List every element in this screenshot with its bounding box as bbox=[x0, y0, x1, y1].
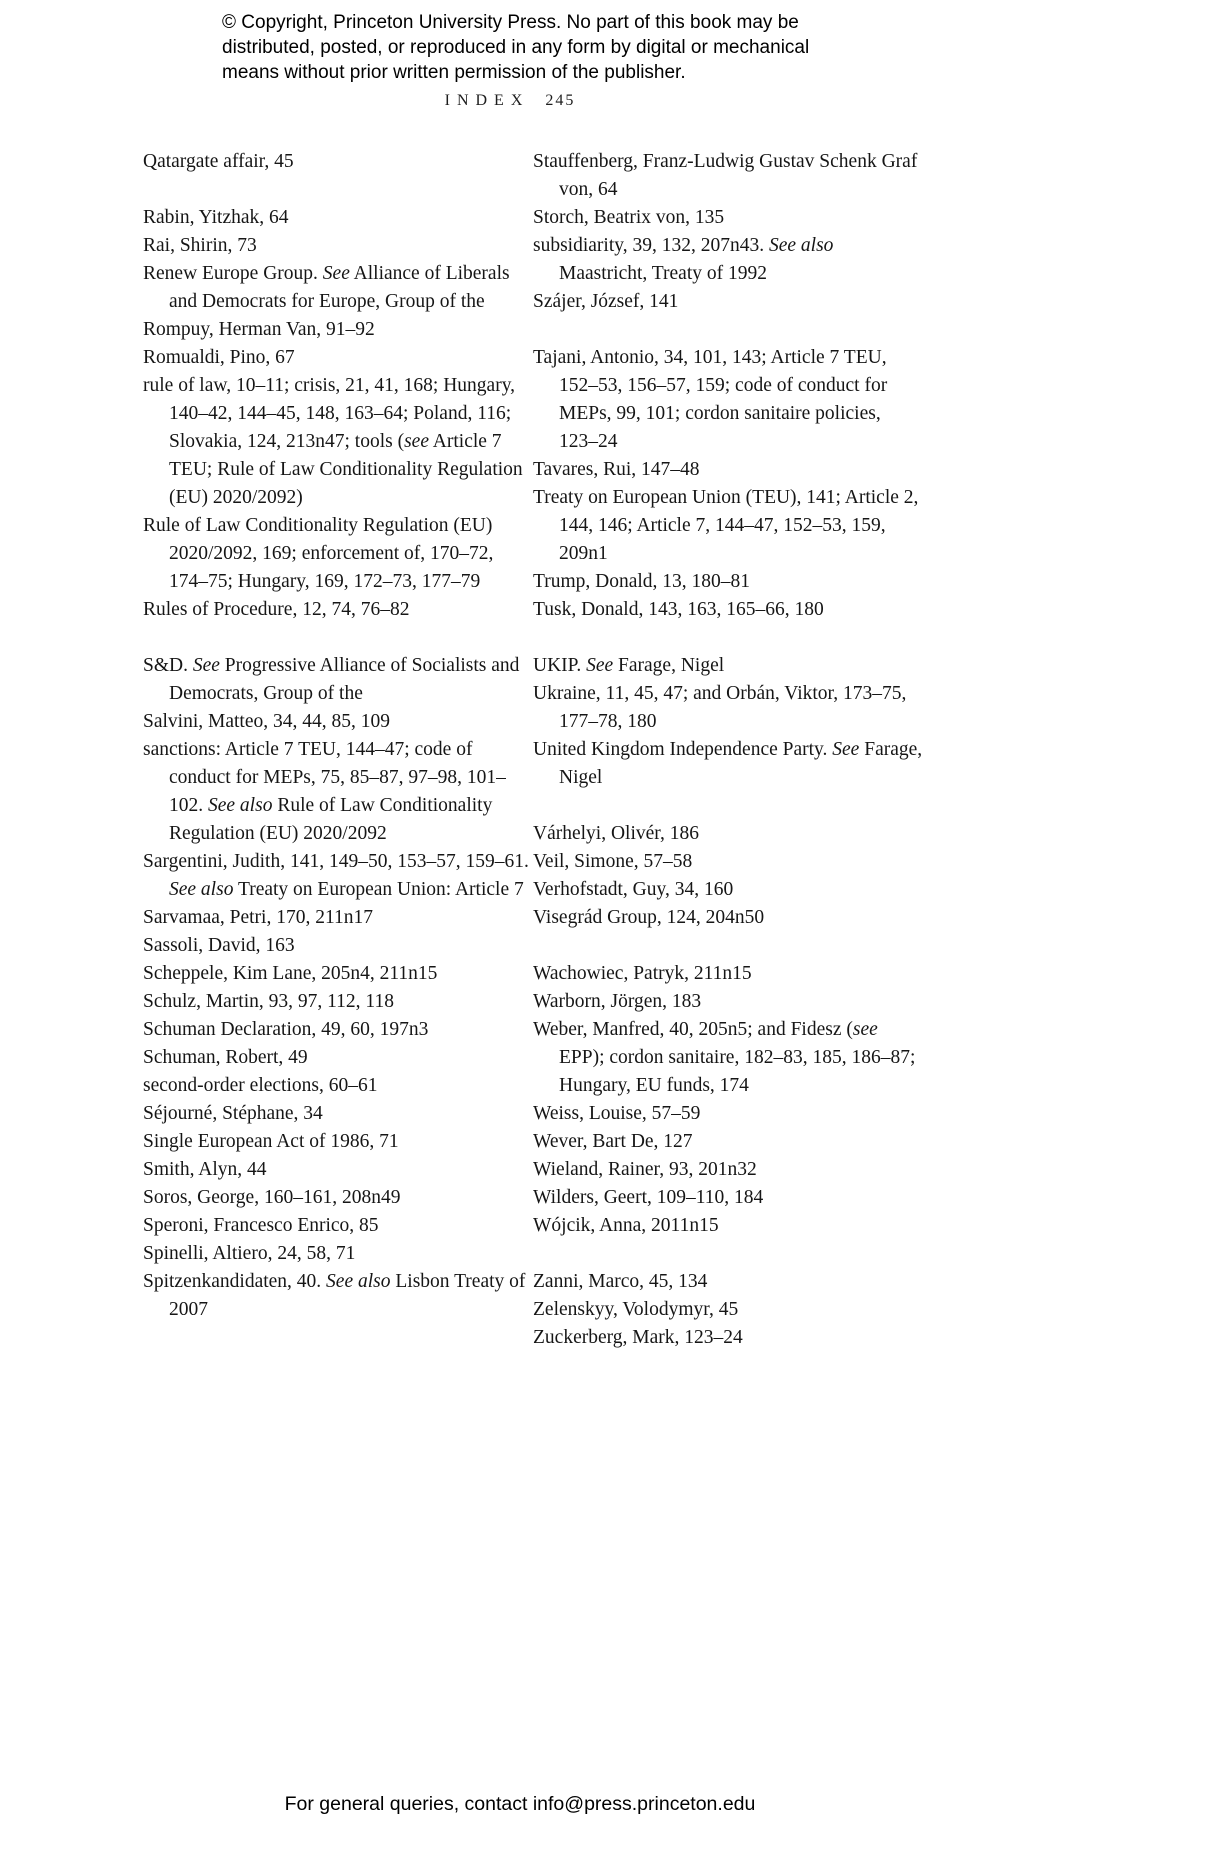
index-group bbox=[143, 652, 533, 1324]
entry-text: Weiss, Louise, 57–59 bbox=[533, 1103, 701, 1124]
index-entry bbox=[533, 344, 923, 456]
index-entry bbox=[143, 736, 533, 848]
cross-reference: See also bbox=[169, 879, 234, 900]
entry-text: Spitzenkandidaten, 40. bbox=[143, 1271, 327, 1292]
index-entry bbox=[143, 372, 533, 512]
index-heading: INDEX bbox=[444, 92, 530, 109]
index-entry bbox=[533, 680, 923, 736]
entry-text: Rules of Procedure, 12, 74, 76–82 bbox=[143, 599, 410, 620]
cross-reference: See bbox=[322, 263, 350, 284]
index-entry bbox=[533, 1184, 923, 1212]
entry-text: Sargentini, Judith, 141, 149–50, 153–57, 159–61. bbox=[143, 851, 529, 872]
index-entry bbox=[143, 1268, 533, 1324]
copyright-notice: © Copyright, Princeton University Press. No part of this book may be distributed, posted, or reproduced in any form by digital or mechanical means without prior written permission of the publisher. bbox=[222, 12, 810, 83]
entry-text: Zanni, Marco, 45, 134 bbox=[533, 1271, 708, 1292]
index-entry bbox=[143, 708, 533, 736]
cross-reference: See also bbox=[208, 795, 273, 816]
entry-text: Alliance of Liberals and Democrats for Europe, Group of the bbox=[169, 263, 510, 312]
entry-text: Schulz, Martin, 93, 97, 112, 118 bbox=[143, 991, 394, 1012]
index-group bbox=[143, 148, 533, 176]
index-entry bbox=[143, 1128, 533, 1156]
index-column-left bbox=[143, 148, 533, 1352]
footer-query-note: For general queries, contact info@press.princeton.edu bbox=[284, 1793, 756, 1815]
index-entry bbox=[533, 204, 923, 232]
entry-text: Rai, Shirin, 73 bbox=[143, 235, 257, 256]
entry-text: second-order elections, 60–61 bbox=[143, 1075, 378, 1096]
index-entry bbox=[533, 568, 923, 596]
entry-text: Rompuy, Herman Van, 91–92 bbox=[143, 319, 375, 340]
index-entry bbox=[143, 1240, 533, 1268]
index-entry bbox=[143, 512, 533, 596]
index-entry bbox=[143, 932, 533, 960]
entry-text: Salvini, Matteo, 34, 44, 85, 109 bbox=[143, 711, 390, 732]
entry-text: Smith, Alyn, 44 bbox=[143, 1159, 267, 1180]
index-entry bbox=[533, 652, 923, 680]
index-entry bbox=[143, 204, 533, 232]
index-entry bbox=[143, 232, 533, 260]
entry-text: sanctions: Article 7 TEU, 144–47; code of conduct for MEPs, 75, 85–87, 97–98, 101–102. bbox=[143, 739, 506, 816]
cross-reference: See bbox=[192, 655, 220, 676]
index-entry bbox=[143, 988, 533, 1016]
index-entry bbox=[533, 1156, 923, 1184]
cross-reference: See also bbox=[326, 1271, 391, 1292]
index-entry bbox=[143, 1212, 533, 1240]
index-columns bbox=[143, 148, 923, 1352]
index-entry bbox=[533, 1296, 923, 1324]
entry-text: Várhelyi, Olivér, 186 bbox=[533, 823, 700, 844]
entry-text: rule of law, 10–11; crisis, 21, 41, 168; Hungary, 140–42, 144–45, 148, 163–64; Poland, 116; Slovakia, 124, 213n47; tools ( bbox=[143, 375, 516, 452]
entry-text: Tajani, Antonio, 34, 101, 143; Article 7 TEU, 152–53, 156–57, 159; code of conduct for MEPs, 99, 101; cordon sanitaire policies, 123–24 bbox=[533, 347, 888, 452]
entry-text: Warborn, Jörgen, 183 bbox=[533, 991, 702, 1012]
index-entry bbox=[143, 260, 533, 316]
entry-text: Veil, Simone, 57–58 bbox=[533, 851, 693, 872]
entry-text: Stauffenberg, Franz-Ludwig Gustav Schenk Graf von, 64 bbox=[533, 151, 918, 200]
cross-reference: see bbox=[404, 431, 429, 452]
entry-text: EPP); cordon sanitaire, 182–83, 185, 186–87; Hungary, EU funds, 174 bbox=[559, 1047, 916, 1096]
entry-text: Qatargate affair, 45 bbox=[143, 151, 294, 172]
index-entry bbox=[533, 904, 923, 932]
entry-text: Speroni, Francesco Enrico, 85 bbox=[143, 1215, 379, 1236]
entry-text: Schuman, Robert, 49 bbox=[143, 1047, 308, 1068]
index-entry bbox=[533, 596, 923, 624]
index-entry bbox=[143, 1100, 533, 1128]
page-number: 245 bbox=[545, 92, 576, 109]
index-entry bbox=[533, 232, 923, 288]
index-group bbox=[533, 344, 923, 624]
index-entry bbox=[533, 988, 923, 1016]
index-entry bbox=[143, 848, 533, 904]
index-entry bbox=[143, 148, 533, 176]
entry-text: S&D. bbox=[143, 655, 193, 676]
index-entry bbox=[533, 736, 923, 792]
entry-text: Soros, George, 160–161, 208n49 bbox=[143, 1187, 401, 1208]
index-entry bbox=[143, 1156, 533, 1184]
entry-text: Farage, Nigel bbox=[559, 739, 923, 788]
entry-text: Rule of Law Conditionality Regulation (EU) 2020/2092 bbox=[169, 795, 493, 844]
index-entry bbox=[533, 848, 923, 876]
cross-reference: see bbox=[852, 1019, 878, 1040]
entry-text: Verhofstadt, Guy, 34, 160 bbox=[533, 879, 734, 900]
index-entry bbox=[143, 1072, 533, 1100]
entry-text: United Kingdom Independence Party. bbox=[533, 739, 833, 760]
index-entry bbox=[533, 876, 923, 904]
entry-text: Spinelli, Altiero, 24, 58, 71 bbox=[143, 1243, 356, 1264]
entry-text: Maastricht, Treaty of 1992 bbox=[559, 263, 767, 284]
entry-text: Wilders, Geert, 109–110, 184 bbox=[533, 1187, 764, 1208]
entry-text: Sarvamaa, Petri, 170, 211n17 bbox=[143, 907, 373, 928]
index-entry bbox=[533, 1324, 923, 1352]
index-entry bbox=[533, 820, 923, 848]
entry-text: Rabin, Yitzhak, 64 bbox=[143, 207, 289, 228]
index-entry bbox=[143, 1016, 533, 1044]
index-entry bbox=[533, 484, 923, 568]
entry-text: Article 7 TEU; Rule of Law Conditionality Regulation (EU) 2020/2092) bbox=[169, 431, 523, 508]
entry-text: Zelenskyy, Volodymyr, 45 bbox=[533, 1299, 739, 1320]
entry-text: Séjourné, Stéphane, 34 bbox=[143, 1103, 323, 1124]
entry-text: Tusk, Donald, 143, 163, 165–66, 180 bbox=[533, 599, 824, 620]
index-entry bbox=[533, 1016, 923, 1100]
entry-text: Scheppele, Kim Lane, 205n4, 211n15 bbox=[143, 963, 438, 984]
entry-text: Wójcik, Anna, 2011n15 bbox=[533, 1215, 719, 1236]
entry-text: Ukraine, 11, 45, 47; and Orbán, Viktor, 173–75, 177–78, 180 bbox=[533, 683, 907, 732]
index-entry bbox=[533, 288, 923, 316]
entry-text: Sassoli, David, 163 bbox=[143, 935, 295, 956]
entry-text: Farage, Nigel bbox=[613, 655, 725, 676]
index-group bbox=[533, 652, 923, 792]
entry-text: Rule of Law Conditionality Regulation (EU) 2020/2092, 169; enforcement of, 170–72, 174–75; Hungary, 169, 172–73, 177–79 bbox=[143, 515, 494, 592]
index-entry bbox=[143, 596, 533, 624]
entry-text: Romualdi, Pino, 67 bbox=[143, 347, 295, 368]
cross-reference: See bbox=[832, 739, 860, 760]
index-entry bbox=[143, 960, 533, 988]
entry-text: UKIP. bbox=[533, 655, 587, 676]
entry-text: Treaty on European Union: Article 7 bbox=[233, 879, 524, 900]
index-group bbox=[533, 960, 923, 1240]
running-head bbox=[0, 92, 1020, 110]
entry-text: Progressive Alliance of Socialists and Democrats, Group of the bbox=[169, 655, 520, 704]
index-group bbox=[533, 148, 923, 316]
entry-text: Storch, Beatrix von, 135 bbox=[533, 207, 725, 228]
entry-text: Trump, Donald, 13, 180–81 bbox=[533, 571, 751, 592]
index-entry bbox=[143, 652, 533, 708]
entry-text: Schuman Declaration, 49, 60, 197n3 bbox=[143, 1019, 429, 1040]
entry-text: Weber, Manfred, 40, 205n5; and Fidesz ( bbox=[533, 1019, 853, 1040]
index-column-right bbox=[533, 148, 923, 1352]
index-group bbox=[143, 204, 533, 624]
index-entry bbox=[143, 904, 533, 932]
index-entry bbox=[143, 316, 533, 344]
index-entry bbox=[533, 1128, 923, 1156]
entry-text: Wachowiec, Patryk, 211n15 bbox=[533, 963, 752, 984]
index-entry bbox=[533, 960, 923, 988]
index-entry bbox=[533, 1100, 923, 1128]
cross-reference: See also bbox=[768, 235, 834, 256]
entry-text: subsidiarity, 39, 132, 207n43. bbox=[533, 235, 769, 256]
entry-text: Wieland, Rainer, 93, 201n32 bbox=[533, 1159, 757, 1180]
entry-text: Visegrád Group, 124, 204n50 bbox=[533, 907, 765, 928]
entry-text: Lisbon Treaty of 2007 bbox=[169, 1271, 526, 1320]
index-entry bbox=[143, 1184, 533, 1212]
index-entry bbox=[533, 1268, 923, 1296]
index-group bbox=[533, 1268, 923, 1352]
index-entry bbox=[533, 456, 923, 484]
entry-text: Szájer, József, 141 bbox=[533, 291, 679, 312]
entry-text: Single European Act of 1986, 71 bbox=[143, 1131, 399, 1152]
index-group bbox=[533, 820, 923, 932]
entry-text: Renew Europe Group. bbox=[143, 263, 323, 284]
index-entry bbox=[143, 344, 533, 372]
entry-text: Zuckerberg, Mark, 123–24 bbox=[533, 1327, 743, 1348]
index-entry bbox=[533, 1212, 923, 1240]
entry-text: Wever, Bart De, 127 bbox=[533, 1131, 693, 1152]
index-entry bbox=[533, 148, 923, 204]
cross-reference: See bbox=[586, 655, 614, 676]
entry-text: Treaty on European Union (TEU), 141; Article 2, 144, 146; Article 7, 144–47, 152–53, 159, 209n1 bbox=[533, 487, 919, 564]
index-entry bbox=[143, 1044, 533, 1072]
entry-text: Tavares, Rui, 147–48 bbox=[533, 459, 700, 480]
